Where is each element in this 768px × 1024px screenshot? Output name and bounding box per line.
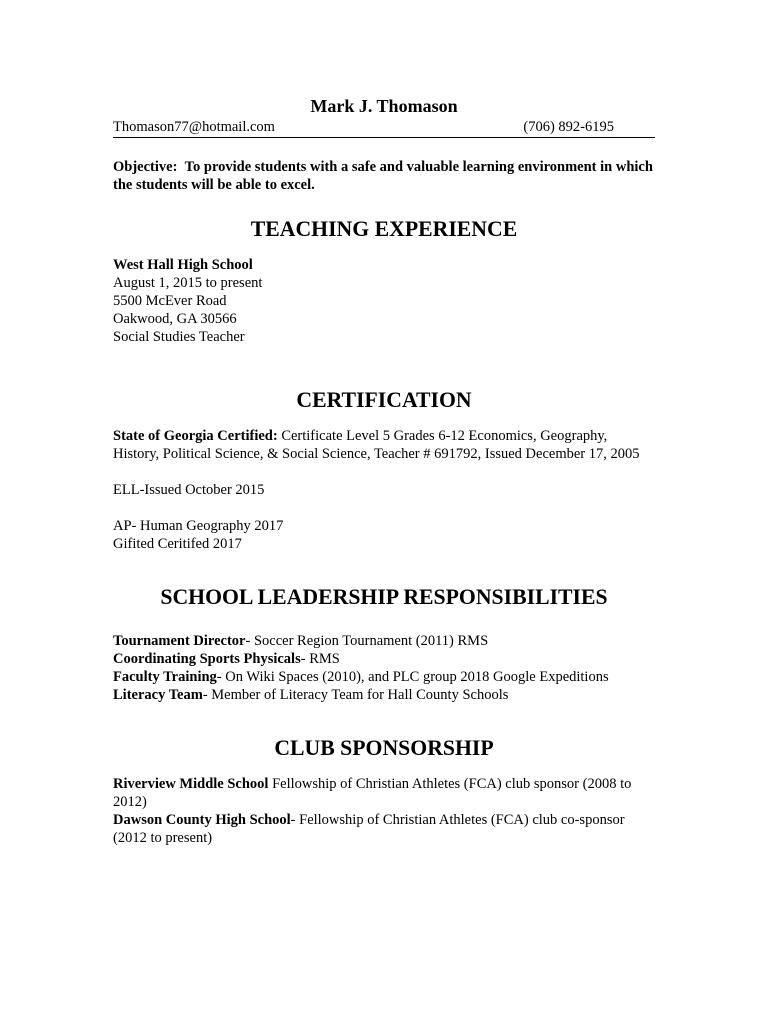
email-address: Thomason77@hotmail.com <box>113 119 275 135</box>
leadership-item <box>113 650 655 668</box>
leadership-item <box>113 686 655 704</box>
gifted-certification: Gifited Ceritifed 2017 <box>113 536 242 552</box>
leadership-item-label: Faculty Training <box>113 669 217 685</box>
teaching-heading: TEACHING EXPERIENCE <box>250 217 518 241</box>
leadership-item-label: Tournament Director <box>113 633 246 649</box>
leadership-heading: SCHOOL LEADERSHIP RESPONSIBILITIES <box>160 585 608 609</box>
club-item <box>113 775 655 811</box>
leadership-item-text: - Member of Literacy Team for Hall County Schools <box>202 687 509 703</box>
leadership-item <box>113 668 655 686</box>
state-certification-text: Certificate Level 5 Grades 6-12 Economics, Geography, History, Political Science, & Social Science, Teacher # 691792, Issued December 17, 2005 <box>113 428 640 462</box>
leadership-item-label: Coordinating Sports Physicals <box>113 651 301 667</box>
ell-certification: ELL-Issued October 2015 <box>113 482 265 498</box>
teaching-dates: August 1, 2015 to present <box>113 275 263 291</box>
objective-text: To provide students with a safe and valuable learning environment in which the students will be able to excel. <box>113 159 653 193</box>
club-item-label: Dawson County High School <box>113 812 291 828</box>
resume-content <box>113 95 655 847</box>
phone-number: (706) 892-6195 <box>523 119 614 135</box>
ap-certification: AP- Human Geography 2017 <box>113 518 284 534</box>
teaching-city: Oakwood, GA 30566 <box>113 311 237 327</box>
teaching-entry <box>113 256 655 346</box>
leadership-item-text: - Soccer Region Tournament (2011) RMS <box>245 633 489 649</box>
leadership-item-text: - RMS <box>300 651 340 667</box>
candidate-name: Mark J. Thomason <box>310 96 458 116</box>
club-item-text: Fellowship of Christian Athletes (FCA) club sponsor (2008 to 2012) <box>113 776 632 810</box>
state-certification-label: State of Georgia Certified: <box>113 428 278 444</box>
certification-heading: CERTIFICATION <box>296 388 472 412</box>
contact-line <box>113 118 655 138</box>
club-heading: CLUB SPONSORSHIP <box>274 736 494 760</box>
leadership-item-text: - On Wiki Spaces (2010), and PLC group 2018 Google Expeditions <box>216 669 609 685</box>
club-item <box>113 811 655 847</box>
state-certification <box>113 427 655 463</box>
objective-label: Objective: <box>113 159 178 175</box>
leadership-item-label: Literacy Team <box>113 687 203 703</box>
teaching-role: Social Studies Teacher <box>113 329 245 345</box>
teaching-street: 5500 McEver Road <box>113 293 227 309</box>
teaching-school: West Hall High School <box>113 257 253 273</box>
club-item-text: - Fellowship of Christian Athletes (FCA) club co-sponsor (2012 to present) <box>113 812 625 846</box>
leadership-list <box>113 632 655 704</box>
objective-paragraph <box>113 158 655 194</box>
club-list <box>113 775 655 847</box>
leadership-item <box>113 632 655 650</box>
club-item-label: Riverview Middle School <box>113 776 269 792</box>
